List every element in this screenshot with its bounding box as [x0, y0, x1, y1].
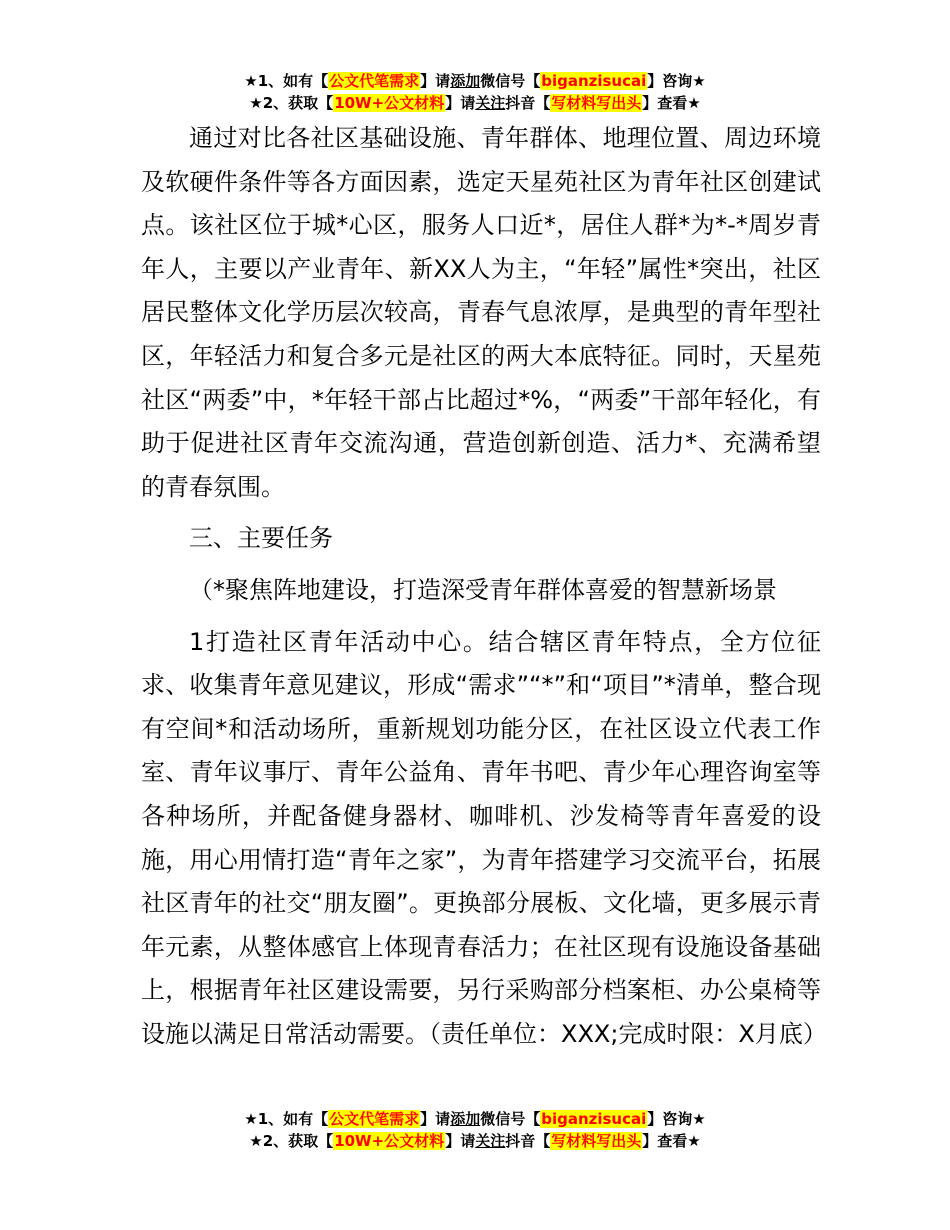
document-body	[141, 117, 827, 1056]
header-banner	[0, 70, 950, 114]
footer-banner-line-1: ★1、如有【公文代笔需求】请添加微信号【biganzisucai】咨询★	[244, 1110, 706, 1128]
ghostwriting-highlight: 公文代笔需求	[329, 72, 420, 90]
paragraph-youth-activity-center: 1打造社区青年活动中心。结合辖区青年特点，全方位征求、收集青年意见建议，形成“需求”“*”和“项目”*清单，整合现有空间*和活动场所，重新规划功能分区，在社区设立代表工作室、青年议事厅、青年公益角、青年书吧、青少年心理咨询室等各种场所，并配备健身器材、咖啡机、沙发椅等青年喜爱的设施，用心用情打造“青年之家”，为青年搭建学习交流平台，拓展社区青年的社交“朋友圈”。更换部分展板、文化墙，更多展示青年元素，从整体感官上体现青春活力；在社区现有设施设备基础上，根据青年社区建设需要，另行采购部分档案柜、办公桌椅等设施以满足日常活动需要。（责任单位：XXX;完成时限：X月底）	[141, 627, 827, 1048]
ghostwriting-highlight: 公文代笔需求	[329, 1110, 420, 1128]
section-heading: 三、主要任务	[189, 524, 333, 553]
follow-underlined-text: 关注	[475, 94, 506, 112]
paragraph-community-selection: 通过对比各社区基础设施、青年群体、地理位置、周边环境及软硬件条件等各方面因素，选定天星苑社区为青年社区创建试点。该社区位于城*心区，服务人口近*，居住人群*为*-*周岁青年人，主要以产业青年、新XX人为主，“年轻”属性*突出，社区居民整体文化学历层次较高，青春气息浓厚，是典型的青年型社区，年轻活力和复合多元是社区的两大本底特征。同时，天星苑社区“两委”中，*年轻干部占比超过*%，“两委”干部年轻化，有助于促进社区青年交流沟通，营造创新创造、活力*、充满希望的青春氛围。	[141, 124, 821, 501]
header-banner-line-1: ★1、如有【公文代笔需求】请添加微信号【biganzisucai】咨询★	[244, 72, 706, 90]
subsection-heading: （*聚焦阵地建设，打造深受青年群体喜爱的智慧新场景	[189, 575, 777, 604]
materials-highlight: 10W+公文材料	[334, 94, 445, 112]
wechat-id-highlight: biganzisucai	[541, 1110, 647, 1128]
materials-highlight: 10W+公文材料	[334, 1132, 445, 1150]
douyin-account-highlight: 写材料写出头	[551, 1132, 642, 1150]
footer-banner-line-2: ★2、获取【10W+公文材料】请关注抖音【写材料写出头】查看★	[249, 1132, 701, 1150]
footer-banner	[0, 1108, 950, 1152]
follow-underlined-text: 关注	[475, 1132, 506, 1150]
wechat-id-highlight: biganzisucai	[541, 72, 647, 90]
douyin-account-highlight: 写材料写出头	[551, 94, 642, 112]
add-underlined-text: 添加	[450, 72, 481, 90]
add-underlined-text: 添加	[450, 1110, 481, 1128]
header-banner-line-2: ★2、获取【10W+公文材料】请关注抖音【写材料写出头】查看★	[249, 94, 701, 112]
